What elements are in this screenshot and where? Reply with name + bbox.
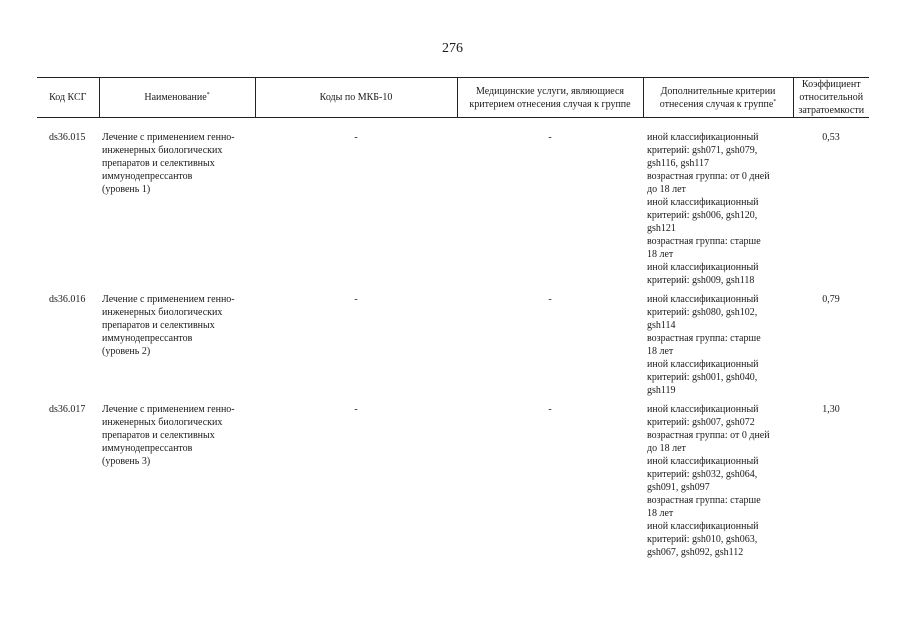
- criteria-line: 18 лет: [647, 249, 674, 260]
- header-services: Медицинские услуги, являющиеся критерием отнесения случая к группе: [457, 78, 643, 118]
- table-row: [37, 403, 869, 559]
- mkb-codes-cell: -: [354, 132, 358, 143]
- criteria-line: до 18 лет: [647, 443, 686, 454]
- medical-services-cell: -: [548, 404, 552, 415]
- page-number: 276: [442, 41, 463, 56]
- medical-services-cell: -: [548, 294, 552, 305]
- name-line: препаратов и селективных: [102, 158, 215, 169]
- criteria-line: критерий: gsh009, gsh118: [647, 275, 755, 286]
- criteria-line: до 18 лет: [647, 184, 686, 195]
- name-line: инженерных биологических: [102, 417, 223, 428]
- table-header-row: [37, 78, 869, 118]
- criteria-line: критерий: gsh001, gsh040,: [647, 372, 758, 383]
- criteria-line: 18 лет: [647, 346, 674, 357]
- header-extra-criteria: Дополнительные критерии отнесения случая к группе*: [643, 78, 793, 118]
- criteria-line: критерий: gsh010, gsh063,: [647, 534, 758, 545]
- criteria-line: возрастная группа: от 0 дней: [647, 171, 770, 182]
- ksg-code-cell: ds36.016: [49, 294, 86, 305]
- header-mkb: Коды по МКБ-10: [255, 78, 457, 118]
- criteria-line: gsh067, gsh092, gsh112: [647, 547, 744, 558]
- criteria-line: возрастная группа: старше: [647, 333, 761, 344]
- name-line: иммунодепрессантов: [102, 171, 193, 182]
- mkb-codes-cell: -: [354, 404, 358, 415]
- criteria-line: иной классификационный: [647, 294, 759, 305]
- name-line: иммунодепрессантов: [102, 443, 193, 454]
- criteria-line: возрастная группа: старше: [647, 495, 761, 506]
- criteria-line: иной классификационный: [647, 404, 759, 415]
- header-code: Код КСГ: [37, 78, 99, 118]
- extra-criteria-cell: [643, 131, 793, 287]
- ksg-table: [37, 77, 869, 559]
- header-name-mark: *: [206, 92, 210, 98]
- table-row: [37, 131, 869, 287]
- mkb-codes-cell: -: [354, 294, 358, 305]
- header-coefficient: Коэффициент относительной затратоемкости: [793, 78, 869, 118]
- criteria-line: gsh121: [647, 223, 676, 234]
- name-line: инженерных биологических: [102, 307, 223, 318]
- name-line: (уровень 2): [102, 346, 151, 357]
- name-line: препаратов и селективных: [102, 320, 215, 331]
- coefficient-cell: 1,30: [822, 404, 840, 415]
- name-line: (уровень 1): [102, 184, 151, 195]
- header-extra-mark: *: [773, 98, 777, 105]
- criteria-line: gsh116, gsh117: [647, 158, 710, 169]
- criteria-line: возрастная группа: от 0 дней: [647, 430, 770, 441]
- criteria-line: иной классификационный: [647, 197, 759, 208]
- medical-services-cell: -: [548, 132, 552, 143]
- ksg-name-cell: [99, 403, 255, 559]
- ksg-code-cell: ds36.017: [49, 404, 86, 415]
- extra-criteria-cell: [643, 293, 793, 397]
- criteria-line: иной классификационный: [647, 359, 759, 370]
- criteria-line: критерий: gsh032, gsh064,: [647, 469, 758, 480]
- name-line: Лечение с применением генно-: [102, 404, 235, 415]
- name-line: Лечение с применением генно-: [102, 132, 235, 143]
- name-line: препаратов и селективных: [102, 430, 215, 441]
- criteria-line: иной классификационный: [647, 456, 759, 467]
- ksg-name-cell: [99, 293, 255, 397]
- criteria-line: gsh091, gsh097: [647, 482, 710, 493]
- extra-criteria-cell: [643, 403, 793, 559]
- coefficient-cell: 0,53: [822, 132, 840, 143]
- criteria-line: иной классификационный: [647, 262, 759, 273]
- criteria-line: критерий: gsh007, gsh072: [647, 417, 755, 428]
- criteria-line: иной классификационный: [647, 521, 759, 532]
- criteria-line: 18 лет: [647, 508, 674, 519]
- criteria-line: gsh114: [647, 320, 676, 331]
- header-name: Наименование*: [99, 78, 255, 118]
- name-line: инженерных биологических: [102, 145, 223, 156]
- criteria-line: критерий: gsh006, gsh120,: [647, 210, 758, 221]
- criteria-line: возрастная группа: старше: [647, 236, 761, 247]
- criteria-line: критерий: gsh080, gsh102,: [647, 307, 758, 318]
- name-line: иммунодепрессантов: [102, 333, 193, 344]
- criteria-line: критерий: gsh071, gsh079,: [647, 145, 758, 156]
- ksg-code-cell: ds36.015: [49, 132, 86, 143]
- criteria-line: gsh119: [647, 385, 676, 396]
- coefficient-cell: 0,79: [822, 294, 840, 305]
- name-line: Лечение с применением генно-: [102, 294, 235, 305]
- name-line: (уровень 3): [102, 456, 151, 467]
- table-row: [37, 293, 869, 397]
- criteria-line: иной классификационный: [647, 132, 759, 143]
- ksg-name-cell: [99, 131, 255, 287]
